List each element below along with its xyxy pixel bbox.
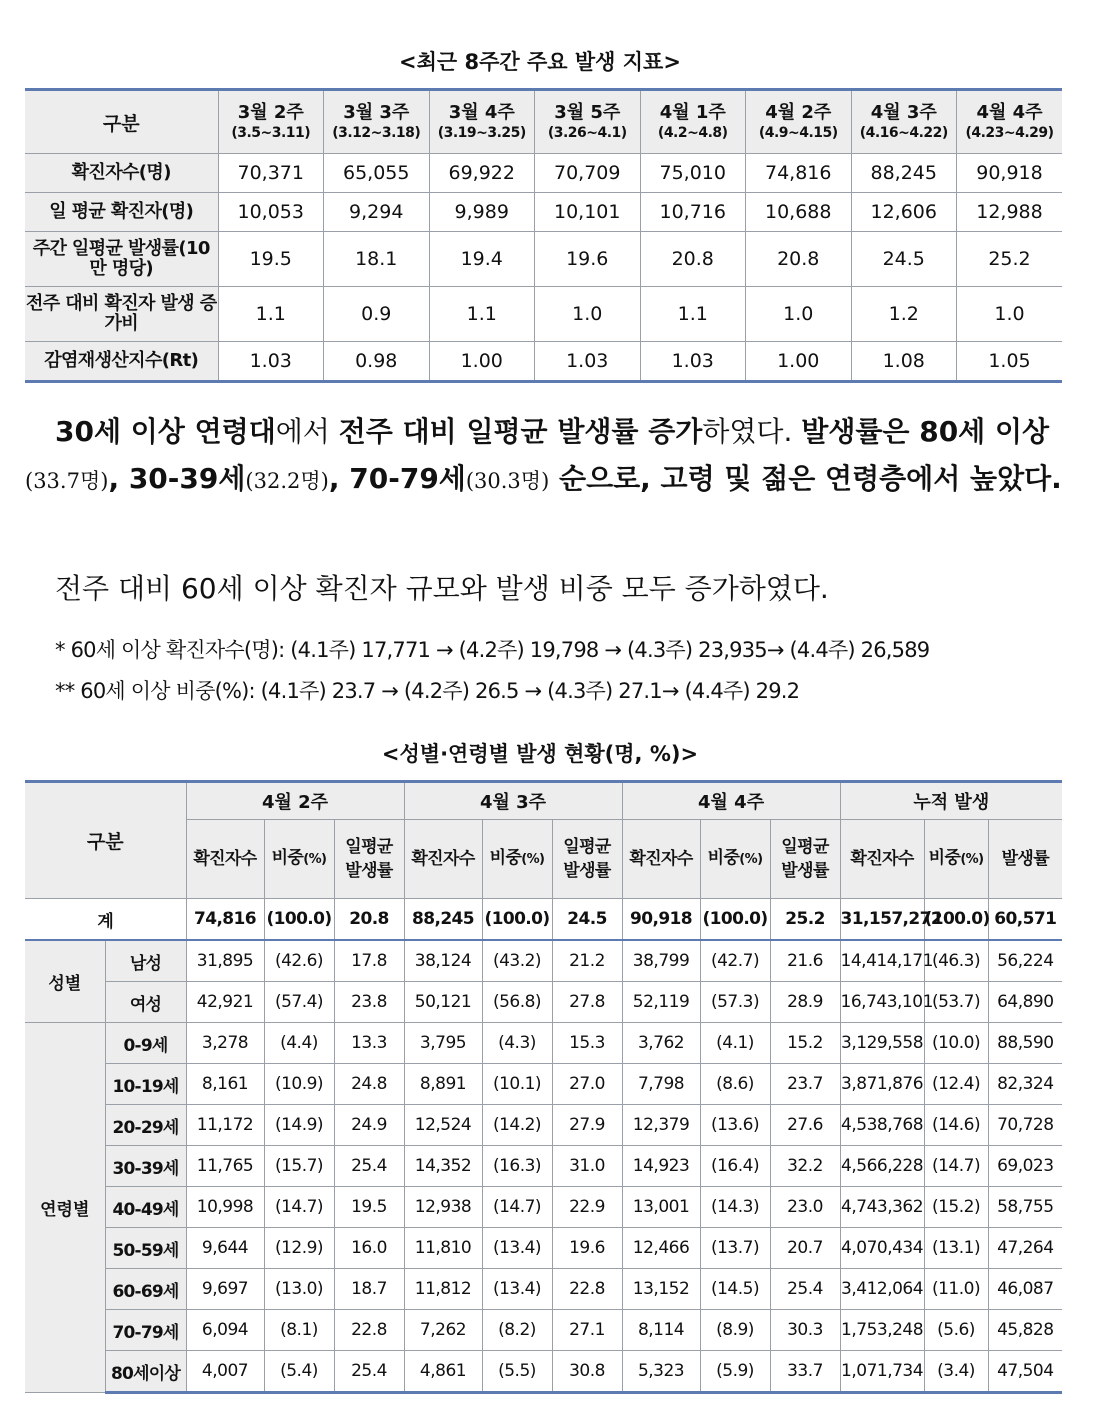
indicator-value: 1.2 (851, 287, 957, 342)
cell-value: (16.3) (482, 1146, 552, 1187)
total-value: 90,918 (622, 899, 700, 941)
week-label: 4월 2주 (765, 102, 832, 123)
cell-value: 45,828 (988, 1310, 1062, 1351)
cell-value: (4.4) (264, 1023, 334, 1064)
para1-segment: 30세 이상 연령대 (55, 415, 276, 448)
week-range: (4.23~4.29) (965, 125, 1054, 141)
indicator-value: 1.03 (535, 342, 641, 382)
cell-value: 46,087 (988, 1269, 1062, 1310)
para1-segment: 전주 대비 일평균 발생률 증가 (338, 415, 703, 448)
cell-value: (4.1) (700, 1023, 770, 1064)
indicator-value: 1.0 (957, 287, 1063, 342)
para1-segment: 순으로, 고령 및 젊은 연령층에서 높았다. (549, 462, 1062, 495)
para1-segment: 발생률은 80세 이상 (801, 415, 1050, 448)
indicator-value: 1.1 (429, 287, 535, 342)
cell-value: 33.7 (770, 1351, 840, 1393)
indicator-value: 1.05 (957, 342, 1063, 382)
indicator-value: 9,294 (324, 193, 430, 232)
indicator-value: 1.00 (746, 342, 852, 382)
row-label: 70-79세 (105, 1310, 186, 1351)
cell-value: 28.9 (770, 982, 840, 1023)
cell-value: 24.9 (334, 1105, 404, 1146)
indicator-value: 1.00 (429, 342, 535, 382)
cell-value: (43.2) (482, 940, 552, 982)
cell-value: 25.4 (334, 1146, 404, 1187)
cell-value: 13,001 (622, 1187, 700, 1228)
cell-value: (42.6) (264, 940, 334, 982)
daily-rate-header (552, 820, 622, 899)
daily-rate-header-line2: 발생률 (781, 861, 829, 881)
indicator-value: 19.5 (218, 232, 324, 287)
week-range: (4.16~4.22) (859, 125, 948, 141)
cell-value: 18.7 (334, 1269, 404, 1310)
cell-value: (56.8) (482, 982, 552, 1023)
cell-value: 3,412,064 (840, 1269, 924, 1310)
week-header (429, 90, 535, 154)
indicator-value: 88,245 (851, 154, 957, 193)
cell-value: 38,799 (622, 940, 700, 982)
para1-segment: (30.3명) (465, 469, 550, 493)
indicator-value: 1.1 (640, 287, 746, 342)
row-label: 여성 (105, 982, 186, 1023)
table-row (25, 1146, 1062, 1187)
indicator-row (25, 193, 1062, 232)
indicator-value: 0.98 (324, 342, 430, 382)
total-label: 계 (25, 899, 186, 941)
cell-value: 14,414,171 (840, 940, 924, 982)
cell-value: 19.6 (552, 1228, 622, 1269)
cell-value: (5.9) (700, 1351, 770, 1393)
table1-corner-header: 구분 (25, 90, 218, 154)
cell-value: 4,070,434 (840, 1228, 924, 1269)
table-row (25, 982, 1062, 1023)
cell-value: 69,023 (988, 1146, 1062, 1187)
group-header: 4월 2주 (186, 782, 404, 820)
cell-value: 38,124 (404, 940, 482, 982)
table-row (25, 940, 1062, 982)
cell-value: 22.9 (552, 1187, 622, 1228)
cell-value: 30.3 (770, 1310, 840, 1351)
indicator-value: 1.0 (746, 287, 852, 342)
total-value: 25.2 (770, 899, 840, 941)
week-range: (3.5~3.11) (231, 125, 311, 141)
sex-category-label: 성별 (25, 940, 105, 1023)
indicator-value: 1.0 (535, 287, 641, 342)
cell-value: 30.8 (552, 1351, 622, 1393)
ratio-header-unit: (%) (303, 852, 327, 867)
para1-segment: 에서 (275, 415, 339, 448)
cell-value: 15.3 (552, 1023, 622, 1064)
cell-value: 5,323 (622, 1351, 700, 1393)
para1-segment: 하였다. (702, 415, 802, 448)
cell-value: 27.6 (770, 1105, 840, 1146)
cell-value: 16,743,101 (840, 982, 924, 1023)
indicator-row (25, 287, 1062, 342)
total-value: (100.0) (264, 899, 334, 941)
cell-value: 17.8 (334, 940, 404, 982)
cell-value: (8.2) (482, 1310, 552, 1351)
cell-value: 32.2 (770, 1146, 840, 1187)
cell-value: (8.9) (700, 1310, 770, 1351)
cell-value: 50,121 (404, 982, 482, 1023)
row-label: 20-29세 (105, 1105, 186, 1146)
cell-value: 25.4 (334, 1351, 404, 1393)
indicator-value: 19.6 (535, 232, 641, 287)
cell-value: (4.3) (482, 1023, 552, 1064)
cell-value: 58,755 (988, 1187, 1062, 1228)
cell-value: 4,538,768 (840, 1105, 924, 1146)
indicator-value: 25.2 (957, 232, 1063, 287)
cell-value: 56,224 (988, 940, 1062, 982)
week-label: 4월 1주 (659, 102, 726, 123)
cell-value: 3,762 (622, 1023, 700, 1064)
cell-value: (46.3) (924, 940, 988, 982)
indicator-label: 확진자수(명) (25, 154, 218, 193)
cell-value: 1,071,734 (840, 1351, 924, 1393)
paragraph-age-trend (25, 408, 1065, 505)
indicator-value: 74,816 (746, 154, 852, 193)
ratio-header (700, 820, 770, 899)
indicator-value: 20.8 (640, 232, 746, 287)
cell-value: 13,152 (622, 1269, 700, 1310)
para1-segment: , 70-79세 (328, 462, 466, 495)
rate-header: 발생률 (988, 820, 1062, 899)
cell-value: 21.2 (552, 940, 622, 982)
table-row (25, 1105, 1062, 1146)
table-row (25, 1228, 1062, 1269)
cell-value: 12,379 (622, 1105, 700, 1146)
indicator-value: 90,918 (957, 154, 1063, 193)
count-header: 확진자수 (186, 820, 264, 899)
cell-value: 7,798 (622, 1064, 700, 1105)
cell-value: (57.4) (264, 982, 334, 1023)
sex-age-table (25, 780, 1062, 1394)
cell-value: (14.9) (264, 1105, 334, 1146)
week-label: 3월 5주 (554, 102, 621, 123)
cell-value: 22.8 (334, 1310, 404, 1351)
row-label: 0-9세 (105, 1023, 186, 1064)
cell-value: (13.0) (264, 1269, 334, 1310)
week-label: 3월 2주 (237, 102, 304, 123)
cell-value: 11,172 (186, 1105, 264, 1146)
total-value: 88,245 (404, 899, 482, 941)
para1-segment: , 30-39세 (108, 462, 246, 495)
weekly-indicator-table (25, 88, 1062, 383)
group-header: 4월 3주 (404, 782, 622, 820)
cell-value: 3,129,558 (840, 1023, 924, 1064)
table-row (25, 1269, 1062, 1310)
cell-value: 88,590 (988, 1023, 1062, 1064)
cell-value: 13.3 (334, 1023, 404, 1064)
cell-value: (12.9) (264, 1228, 334, 1269)
cell-value: (14.3) (700, 1187, 770, 1228)
total-value: 60,571 (988, 899, 1062, 941)
group-header-row (25, 782, 1062, 820)
table-row (25, 1023, 1062, 1064)
week-label: 3월 4주 (448, 102, 515, 123)
week-header (640, 90, 746, 154)
para1-segment: (33.7명) (25, 469, 109, 493)
cell-value: (8.1) (264, 1310, 334, 1351)
cell-value: 47,264 (988, 1228, 1062, 1269)
cell-value: 14,923 (622, 1146, 700, 1187)
indicator-value: 18.1 (324, 232, 430, 287)
indicator-value: 12,988 (957, 193, 1063, 232)
cell-value: 8,161 (186, 1064, 264, 1105)
week-range: (3.12~3.18) (332, 125, 421, 141)
daily-rate-header-line1: 일평균 (781, 837, 829, 857)
cell-value: (14.2) (482, 1105, 552, 1146)
ratio-header-text: 비중 (489, 848, 522, 868)
cell-value: 31,895 (186, 940, 264, 982)
cell-value: 23.7 (770, 1064, 840, 1105)
cell-value: 23.8 (334, 982, 404, 1023)
table-row (25, 1064, 1062, 1105)
cell-value: (10.1) (482, 1064, 552, 1105)
count-header: 확진자수 (404, 820, 482, 899)
ratio-header (264, 820, 334, 899)
table-row (25, 1310, 1062, 1351)
cell-value: 23.0 (770, 1187, 840, 1228)
note-60plus-count: * 60세 이상 확진자수(명): (4.1주) 17,771 → (4.2주) 19,798 → (4.3주) 23,935→ (4.4주) 26,589 (55, 638, 930, 662)
cell-value: 47,504 (988, 1351, 1062, 1393)
total-value: (100.0) (924, 899, 988, 941)
cell-value: (14.5) (700, 1269, 770, 1310)
cell-value: 82,324 (988, 1064, 1062, 1105)
total-value: (100.0) (482, 899, 552, 941)
cell-value: (12.4) (924, 1064, 988, 1105)
cell-value: 12,938 (404, 1187, 482, 1228)
ratio-header-text: 비중 (707, 848, 740, 868)
week-range: (3.26~4.1) (547, 125, 627, 141)
week-header (957, 90, 1063, 154)
ratio-header-unit: (%) (739, 852, 763, 867)
indicator-value: 12,606 (851, 193, 957, 232)
cell-value: 10,998 (186, 1187, 264, 1228)
cell-value: 15.2 (770, 1023, 840, 1064)
indicator-value: 75,010 (640, 154, 746, 193)
cell-value: 14,352 (404, 1146, 482, 1187)
cell-value: 8,114 (622, 1310, 700, 1351)
week-header (746, 90, 852, 154)
cell-value: (14.7) (264, 1187, 334, 1228)
week-header (535, 90, 641, 154)
cell-value: (10.0) (924, 1023, 988, 1064)
cell-value: 9,697 (186, 1269, 264, 1310)
para1-segment: (32.2명) (245, 469, 329, 493)
cell-value: (13.1) (924, 1228, 988, 1269)
indicator-label: 일 평균 확진자(명) (25, 193, 218, 232)
week-range: (3.19~3.25) (437, 125, 526, 141)
indicator-value: 19.4 (429, 232, 535, 287)
cell-value: (14.6) (924, 1105, 988, 1146)
ratio-header (924, 820, 988, 899)
cell-value: 20.7 (770, 1228, 840, 1269)
cell-value: (5.6) (924, 1310, 988, 1351)
cell-value: 25.4 (770, 1269, 840, 1310)
cell-value: (13.7) (700, 1228, 770, 1269)
daily-rate-header-line2: 발생률 (345, 861, 393, 881)
daily-rate-header (334, 820, 404, 899)
paragraph-60-plus: 전주 대비 60세 이상 확진자 규모와 발생 비중 모두 증가하였다. (55, 572, 829, 605)
cell-value: 27.8 (552, 982, 622, 1023)
total-value: 24.5 (552, 899, 622, 941)
indicator-row (25, 232, 1062, 287)
cell-value: (13.4) (482, 1228, 552, 1269)
cell-value: (42.7) (700, 940, 770, 982)
cell-value: 70,728 (988, 1105, 1062, 1146)
week-header (851, 90, 957, 154)
count-header: 확진자수 (622, 820, 700, 899)
cell-value: (5.5) (482, 1351, 552, 1393)
indicator-row (25, 342, 1062, 382)
row-label: 50-59세 (105, 1228, 186, 1269)
indicator-value: 1.08 (851, 342, 957, 382)
cell-value: (15.7) (264, 1146, 334, 1187)
total-value: 31,157,272 (840, 899, 924, 941)
total-value: 74,816 (186, 899, 264, 941)
week-range: (4.2~4.8) (657, 125, 728, 141)
indicator-value: 69,922 (429, 154, 535, 193)
cell-value: 3,278 (186, 1023, 264, 1064)
indicator-value: 10,688 (746, 193, 852, 232)
indicator-label: 전주 대비 확진자 발생 증가비 (25, 287, 218, 342)
daily-rate-header-line1: 일평균 (563, 837, 611, 857)
indicator-label: 감염재생산지수(Rt) (25, 342, 218, 382)
row-label: 남성 (105, 940, 186, 982)
cell-value: (14.7) (482, 1187, 552, 1228)
count-header: 확진자수 (840, 820, 924, 899)
ratio-header-text: 비중 (928, 848, 961, 868)
cell-value: 27.1 (552, 1310, 622, 1351)
daily-rate-header-line2: 발생률 (563, 861, 611, 881)
cell-value: 42,921 (186, 982, 264, 1023)
group-header: 누적 발생 (840, 782, 1062, 820)
indicator-value: 24.5 (851, 232, 957, 287)
week-header (324, 90, 430, 154)
cell-value: (5.4) (264, 1351, 334, 1393)
indicator-label: 주간 일평균 발생률(10만 명당) (25, 232, 218, 287)
cell-value: 64,890 (988, 982, 1062, 1023)
cell-value: 27.9 (552, 1105, 622, 1146)
indicator-value: 20.8 (746, 232, 852, 287)
cell-value: 4,007 (186, 1351, 264, 1393)
cell-value: 8,891 (404, 1064, 482, 1105)
cell-value: (16.4) (700, 1146, 770, 1187)
indicator-value: 9,989 (429, 193, 535, 232)
daily-rate-header (770, 820, 840, 899)
daily-rate-header-line1: 일평균 (345, 837, 393, 857)
group-header: 4월 4주 (622, 782, 840, 820)
table2-corner-header: 구분 (25, 782, 186, 899)
table-row (25, 1187, 1062, 1228)
total-value: (100.0) (700, 899, 770, 941)
cell-value: 12,466 (622, 1228, 700, 1269)
cell-value: 4,743,362 (840, 1187, 924, 1228)
cell-value: 11,810 (404, 1228, 482, 1269)
table2-title: <성별·연령별 발생 현황(명, %)> (381, 742, 699, 766)
total-row (25, 899, 1062, 941)
cell-value: 27.0 (552, 1064, 622, 1105)
indicator-value: 10,053 (218, 193, 324, 232)
cell-value: 3,795 (404, 1023, 482, 1064)
week-label: 3월 3주 (343, 102, 410, 123)
week-range: (4.9~4.15) (758, 125, 838, 141)
week-label: 4월 4주 (976, 102, 1043, 123)
indicator-value: 10,716 (640, 193, 746, 232)
week-header (218, 90, 324, 154)
table-row (25, 1351, 1062, 1393)
row-label: 80세이상 (105, 1351, 186, 1393)
cell-value: 24.8 (334, 1064, 404, 1105)
indicator-value: 10,101 (535, 193, 641, 232)
cell-value: 31.0 (552, 1146, 622, 1187)
ratio-header-text: 비중 (271, 848, 304, 868)
cell-value: 4,566,228 (840, 1146, 924, 1187)
cell-value: (14.7) (924, 1146, 988, 1187)
cell-value: 4,861 (404, 1351, 482, 1393)
cell-value: 1,753,248 (840, 1310, 924, 1351)
row-label: 40-49세 (105, 1187, 186, 1228)
cell-value: 11,812 (404, 1269, 482, 1310)
cell-value: 19.5 (334, 1187, 404, 1228)
cell-value: 7,262 (404, 1310, 482, 1351)
cell-value: 9,644 (186, 1228, 264, 1269)
cell-value: (10.9) (264, 1064, 334, 1105)
ratio-header (482, 820, 552, 899)
row-label: 30-39세 (105, 1146, 186, 1187)
cell-value: (53.7) (924, 982, 988, 1023)
total-value: 20.8 (334, 899, 404, 941)
cell-value: (57.3) (700, 982, 770, 1023)
indicator-value: 1.03 (640, 342, 746, 382)
cell-value: 12,524 (404, 1105, 482, 1146)
indicator-value: 1.1 (218, 287, 324, 342)
cell-value: 21.6 (770, 940, 840, 982)
cell-value: 3,871,876 (840, 1064, 924, 1105)
cell-value: 11,765 (186, 1146, 264, 1187)
row-label: 60-69세 (105, 1269, 186, 1310)
indicator-value: 70,371 (218, 154, 324, 193)
note-60plus-ratio: ** 60세 이상 비중(%): (4.1주) 23.7 → (4.2주) 26.5 → (4.3주) 27.1→ (4.4주) 29.2 (55, 679, 800, 703)
age-category-label: 연령별 (25, 1023, 105, 1393)
indicator-value: 70,709 (535, 154, 641, 193)
row-label: 10-19세 (105, 1064, 186, 1105)
cell-value: (13.4) (482, 1269, 552, 1310)
table1-title: <최근 8주간 주요 발생 지표> (399, 50, 681, 74)
ratio-header-unit: (%) (521, 852, 545, 867)
cell-value: 16.0 (334, 1228, 404, 1269)
week-label: 4월 3주 (870, 102, 937, 123)
indicator-row (25, 154, 1062, 193)
cell-value: (11.0) (924, 1269, 988, 1310)
cell-value: (3.4) (924, 1351, 988, 1393)
ratio-header-unit: (%) (960, 852, 984, 867)
cell-value: (8.6) (700, 1064, 770, 1105)
cell-value: (13.6) (700, 1105, 770, 1146)
indicator-value: 1.03 (218, 342, 324, 382)
cell-value: 22.8 (552, 1269, 622, 1310)
cell-value: 6,094 (186, 1310, 264, 1351)
cell-value: 52,119 (622, 982, 700, 1023)
indicator-value: 65,055 (324, 154, 430, 193)
indicator-value: 0.9 (324, 287, 430, 342)
cell-value: (15.2) (924, 1187, 988, 1228)
